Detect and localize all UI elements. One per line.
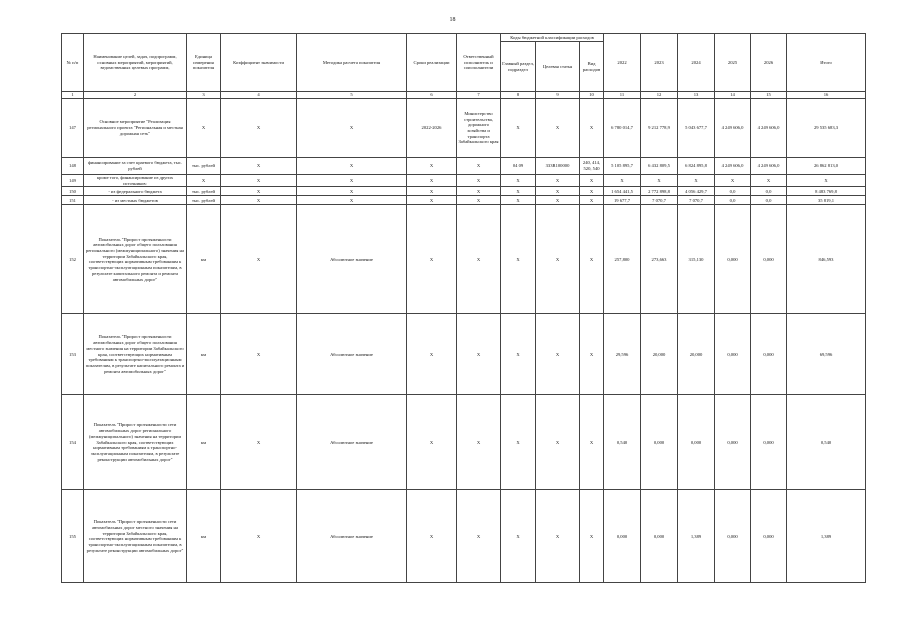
cell-name: Основное мероприятие "Реализация регионального проекта "Региональная и местная дорожная сеть" — [84, 99, 187, 158]
cell-2022: 0,540 — [604, 395, 641, 490]
cell-vr: Х — [580, 99, 604, 158]
cell-period: Х — [407, 314, 457, 395]
cell-2022: Х — [604, 175, 641, 187]
cell-name: Показатель "Прирост протяженности сети автомобильных дорог местного значения на территории Забайкальского края, соответствующих нормативным требованиям к транспортно-эксплуатационным показателям, в результате реконструкции автомобильных дорог" — [84, 490, 187, 583]
cell-coef: Х — [221, 175, 297, 187]
header-gp: Главный раздел, подраздел — [501, 42, 536, 92]
cell-2022: 19 677,7 — [604, 196, 641, 205]
header-2026: 2026 — [751, 34, 787, 92]
col-number: 2 — [84, 92, 187, 99]
table-row — [62, 205, 866, 314]
header-responsible: Ответственный исполнитель и соисполнители — [457, 34, 501, 92]
table-row — [62, 158, 866, 175]
cell-2024: 5 043 677,7 — [678, 99, 715, 158]
cell-2025: 0,000 — [715, 490, 751, 583]
cell-cs: Х — [536, 205, 580, 314]
cell-method: Х — [297, 196, 407, 205]
cell-2022: 1 654 441,5 — [604, 187, 641, 196]
cell-2026: 0,0 — [751, 187, 787, 196]
cell-responsible: Х — [457, 205, 501, 314]
cell-responsible: Х — [457, 314, 501, 395]
cell-responsible: Х — [457, 490, 501, 583]
cell-2025: 4 249 606,0 — [715, 99, 751, 158]
cell-num: 153 — [62, 314, 84, 395]
header-cs: Целевая статья — [536, 42, 580, 92]
cell-coef: Х — [221, 205, 297, 314]
cell-total: 8 483 769,8 — [787, 187, 866, 196]
cell-coef: Х — [221, 158, 297, 175]
cell-period: 2022-2026 — [407, 99, 457, 158]
header-2024: 2024 — [678, 34, 715, 92]
cell-2025: 0,000 — [715, 395, 751, 490]
cell-2022: 0,000 — [604, 490, 641, 583]
program-table — [61, 33, 866, 583]
header-period: Сроки реализации — [407, 34, 457, 92]
cell-name: Показатель "Прирост протяженности автомобильных дорог общего пользования регионального (межмуниципального) значения на территории Забайкальского края, соответствующих нормативным требованиям к транспортно-эксплуатационным показателям, в результате капитального ремонта и ремонта автомобильных дорог" — [84, 205, 187, 314]
header-codes-group: Коды бюджетной классификации расходов — [501, 34, 604, 42]
cell-unit: км — [187, 205, 221, 314]
cell-2024: 315,130 — [678, 205, 715, 314]
cell-2022: 6 780 014,7 — [604, 99, 641, 158]
cell-total: 0,540 — [787, 395, 866, 490]
cell-total: Х — [787, 175, 866, 187]
cell-name: - из местных бюджетов — [84, 196, 187, 205]
cell-gp: Х — [501, 175, 536, 187]
cell-2024: 6 824 895,8 — [678, 158, 715, 175]
header-2022: 2022 — [604, 34, 641, 92]
cell-unit: тыс. рублей — [187, 187, 221, 196]
cell-gp: Х — [501, 196, 536, 205]
col-number: 14 — [715, 92, 751, 99]
cell-coef: Х — [221, 314, 297, 395]
cell-2026: 0,000 — [751, 205, 787, 314]
cell-responsible: Х — [457, 158, 501, 175]
cell-2023: 7 070,7 — [641, 196, 678, 205]
cell-2023: 0,000 — [641, 395, 678, 490]
cell-name: финансирование за счет краевого бюджета, тыс. рублей — [84, 158, 187, 175]
cell-name: - из федерального бюджета — [84, 187, 187, 196]
cell-vr: Х — [580, 175, 604, 187]
cell-2024: 7 070,7 — [678, 196, 715, 205]
cell-unit: тыс. рублей — [187, 196, 221, 205]
col-number: 10 — [580, 92, 604, 99]
cell-responsible: Х — [457, 187, 501, 196]
cell-vr: Х — [580, 314, 604, 395]
cell-total: 26 862 813,0 — [787, 158, 866, 175]
header-num: № п/п — [62, 34, 84, 92]
cell-unit: км — [187, 395, 221, 490]
col-number: 4 — [221, 92, 297, 99]
cell-2025: 0,0 — [715, 196, 751, 205]
cell-2026: 0,000 — [751, 490, 787, 583]
header-unit: Единица измерения показателя — [187, 34, 221, 92]
cell-method: Абсолютное значение — [297, 490, 407, 583]
cell-num: 154 — [62, 395, 84, 490]
cell-vr: 240, 414, 520, 540 — [580, 158, 604, 175]
header-name: Наименование целей, задач, подпрограмм, основных мероприятий, мероприятий, ведомственных целевых программ, — [84, 34, 187, 92]
cell-gp: Х — [501, 490, 536, 583]
cell-num: 147 — [62, 99, 84, 158]
cell-method: Х — [297, 187, 407, 196]
cell-cs: Х — [536, 99, 580, 158]
cell-2025: 0,000 — [715, 314, 751, 395]
cell-coef: Х — [221, 187, 297, 196]
cell-2023: 20,000 — [641, 314, 678, 395]
cell-vr: Х — [580, 490, 604, 583]
cell-responsible: Х — [457, 196, 501, 205]
page-number: 18 — [449, 17, 456, 23]
cell-cs: 333R100000 — [536, 158, 580, 175]
table-row — [62, 187, 866, 196]
cell-num: 155 — [62, 490, 84, 583]
cell-2026: 0,000 — [751, 314, 787, 395]
table-row — [62, 490, 866, 583]
table-row — [62, 99, 866, 158]
cell-total: 35 819,1 — [787, 196, 866, 205]
cell-2023: 9 212 778,9 — [641, 99, 678, 158]
header-method: Методика расчета показателя — [297, 34, 407, 92]
cell-2023: 273,663 — [641, 205, 678, 314]
cell-2026: 4 249 606,0 — [751, 158, 787, 175]
cell-2025: Х — [715, 175, 751, 187]
cell-unit: Х — [187, 99, 221, 158]
cell-total: 846,593 — [787, 205, 866, 314]
cell-2026: Х — [751, 175, 787, 187]
cell-period: Х — [407, 158, 457, 175]
cell-vr: Х — [580, 205, 604, 314]
cell-2022: 257,800 — [604, 205, 641, 314]
table-row — [62, 175, 866, 187]
col-number: 1 — [62, 92, 84, 99]
cell-2022: 29,596 — [604, 314, 641, 395]
cell-unit: км — [187, 490, 221, 583]
cell-method: Абсолютное значение — [297, 314, 407, 395]
cell-cs: Х — [536, 175, 580, 187]
cell-gp: Х — [501, 314, 536, 395]
cell-period: Х — [407, 187, 457, 196]
cell-gp: Х — [501, 395, 536, 490]
cell-gp: 04 09 — [501, 158, 536, 175]
cell-2025: 4 249 606,0 — [715, 158, 751, 175]
cell-gp: Х — [501, 187, 536, 196]
cell-num: 151 — [62, 196, 84, 205]
cell-method: Абсолютное значение — [297, 205, 407, 314]
col-number: 11 — [604, 92, 641, 99]
col-number: 3 — [187, 92, 221, 99]
cell-coef: Х — [221, 395, 297, 490]
cell-coef: Х — [221, 490, 297, 583]
header-total: Итого — [787, 34, 866, 92]
cell-2024: Х — [678, 175, 715, 187]
cell-period: Х — [407, 175, 457, 187]
cell-gp: Х — [501, 205, 536, 314]
cell-2024: 20,000 — [678, 314, 715, 395]
cell-num: 148 — [62, 158, 84, 175]
cell-2024: 4 056 429,7 — [678, 187, 715, 196]
cell-cs: Х — [536, 314, 580, 395]
cell-2022: 5 105 895,7 — [604, 158, 641, 175]
column-number-row — [62, 92, 866, 99]
cell-period: Х — [407, 395, 457, 490]
cell-num: 152 — [62, 205, 84, 314]
cell-total: 1,389 — [787, 490, 866, 583]
table-row — [62, 314, 866, 395]
cell-2023: 6 432 809,5 — [641, 158, 678, 175]
col-number: 16 — [787, 92, 866, 99]
cell-responsible: Х — [457, 395, 501, 490]
col-number: 13 — [678, 92, 715, 99]
cell-responsible: Х — [457, 175, 501, 187]
header-coef: Коэффициент значимости — [221, 34, 297, 92]
col-number: 8 — [501, 92, 536, 99]
cell-2023: 0,000 — [641, 490, 678, 583]
cell-cs: Х — [536, 395, 580, 490]
cell-total: 29 535 683,3 — [787, 99, 866, 158]
header-2025: 2025 — [715, 34, 751, 92]
cell-2025: 0,000 — [715, 205, 751, 314]
cell-2023: Х — [641, 175, 678, 187]
cell-num: 150 — [62, 187, 84, 196]
cell-name: кроме того, финансирование из других источников: — [84, 175, 187, 187]
cell-name: Показатель "Прирост протяженности сети автомобильных дорог регионального (межмуниципального) значения на территории Забайкальского края, соответствующих нормативным требованиям к транспортно-эксплуатационным показателям, в результате реконструкции автомобильных дорог" — [84, 395, 187, 490]
cell-num: 149 — [62, 175, 84, 187]
header-vr: Вид расходов — [580, 42, 604, 92]
table-row — [62, 395, 866, 490]
col-number: 15 — [751, 92, 787, 99]
cell-vr: Х — [580, 395, 604, 490]
cell-2025: 0,0 — [715, 187, 751, 196]
cell-coef: Х — [221, 196, 297, 205]
cell-method: Х — [297, 158, 407, 175]
cell-2024: 1,389 — [678, 490, 715, 583]
cell-method: Х — [297, 175, 407, 187]
cell-vr: Х — [580, 187, 604, 196]
cell-vr: Х — [580, 196, 604, 205]
cell-cs: Х — [536, 187, 580, 196]
cell-gp: Х — [501, 99, 536, 158]
cell-unit: тыс. рублей — [187, 158, 221, 175]
cell-unit: км — [187, 314, 221, 395]
cell-method: Х — [297, 99, 407, 158]
col-number: 7 — [457, 92, 501, 99]
cell-cs: Х — [536, 490, 580, 583]
cell-2024: 0,000 — [678, 395, 715, 490]
cell-cs: Х — [536, 196, 580, 205]
col-number: 5 — [297, 92, 407, 99]
cell-period: Х — [407, 490, 457, 583]
col-number: 6 — [407, 92, 457, 99]
col-number: 12 — [641, 92, 678, 99]
cell-responsible: Министерство строительства, дорожного хозяйства и транспорта Забайкальского края — [457, 99, 501, 158]
table-row — [62, 196, 866, 205]
col-number: 9 — [536, 92, 580, 99]
cell-2026: 0,000 — [751, 395, 787, 490]
cell-name: Показатель "Прирост протяженности автомобильных дорог общего пользования местного значения на территории Забайкальского края, соответствующих нормативным требованиям к транспортно-эксплуатационным показателям, в результате капитального ремонта и ремонта автомобильных дорог" — [84, 314, 187, 395]
cell-coef: Х — [221, 99, 297, 158]
cell-2023: 2 772 898,8 — [641, 187, 678, 196]
cell-total: 69,596 — [787, 314, 866, 395]
cell-2026: 0,0 — [751, 196, 787, 205]
header-2023: 2023 — [641, 34, 678, 92]
cell-period: Х — [407, 196, 457, 205]
cell-2026: 4 249 606,0 — [751, 99, 787, 158]
cell-unit: Х — [187, 175, 221, 187]
cell-period: Х — [407, 205, 457, 314]
cell-method: Абсолютное значение — [297, 395, 407, 490]
